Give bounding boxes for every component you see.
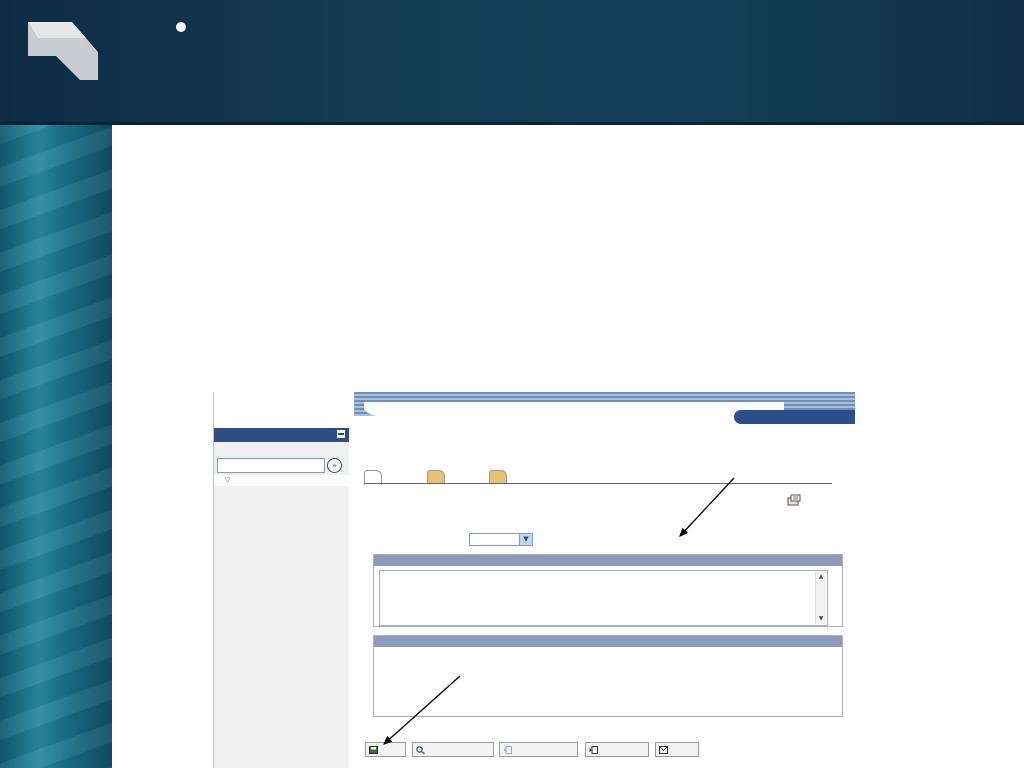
- amount-details-group: [373, 635, 843, 717]
- menu-search-label: [214, 442, 349, 455]
- search-go-icon[interactable]: »: [327, 458, 342, 473]
- comment-textarea[interactable]: [379, 570, 828, 626]
- next-in-list-button[interactable]: [585, 742, 649, 757]
- menu-header: [214, 428, 349, 442]
- save-button[interactable]: [365, 742, 406, 757]
- menu-requisitions-section: [214, 475, 349, 486]
- navigation-menu: [214, 428, 349, 768]
- comment-header: [374, 555, 842, 566]
- return-to-search-button[interactable]: [412, 742, 494, 757]
- tab-chartfields[interactable]: [489, 470, 507, 484]
- comment-scrollbar[interactable]: [815, 572, 826, 624]
- header-banner: [0, 0, 1024, 125]
- home-bar: [734, 410, 855, 424]
- previous-icon: [503, 746, 512, 754]
- topbar-swoosh: [364, 402, 784, 428]
- tab-details[interactable]: [427, 470, 445, 484]
- scroll-down-icon[interactable]: ▼: [818, 615, 824, 622]
- expanded-triangle-icon: ▽: [225, 476, 231, 484]
- menu-search-input[interactable]: [217, 458, 325, 473]
- approval-page: [349, 428, 855, 768]
- peoplesoft-screenshot: [213, 392, 855, 768]
- next-icon: [589, 746, 598, 754]
- search-icon: [416, 746, 425, 754]
- left-decorative-strip: [0, 125, 112, 768]
- notify-button[interactable]: [655, 742, 699, 757]
- tab-underline: [364, 483, 832, 484]
- notify-icon: [659, 746, 668, 754]
- menu-item-requisitions[interactable]: [214, 475, 349, 486]
- menu-search-row: [214, 455, 349, 475]
- previous-in-list-button[interactable]: [499, 742, 578, 757]
- peoplesoft-topbar: [214, 392, 855, 428]
- minimize-icon[interactable]: [337, 430, 345, 438]
- university-logo-mark: [28, 22, 98, 80]
- instruction-bullets: [145, 139, 965, 146]
- save-icon: [369, 746, 378, 754]
- amount-details-header: [374, 636, 842, 647]
- logo-dot: [176, 22, 186, 32]
- approval-action-select[interactable]: [469, 533, 533, 546]
- requisition-details-icon[interactable]: [787, 494, 801, 506]
- scroll-up-icon[interactable]: ▲: [818, 573, 824, 580]
- comment-group: [373, 554, 843, 627]
- chevron-down-icon[interactable]: ▼: [519, 534, 532, 545]
